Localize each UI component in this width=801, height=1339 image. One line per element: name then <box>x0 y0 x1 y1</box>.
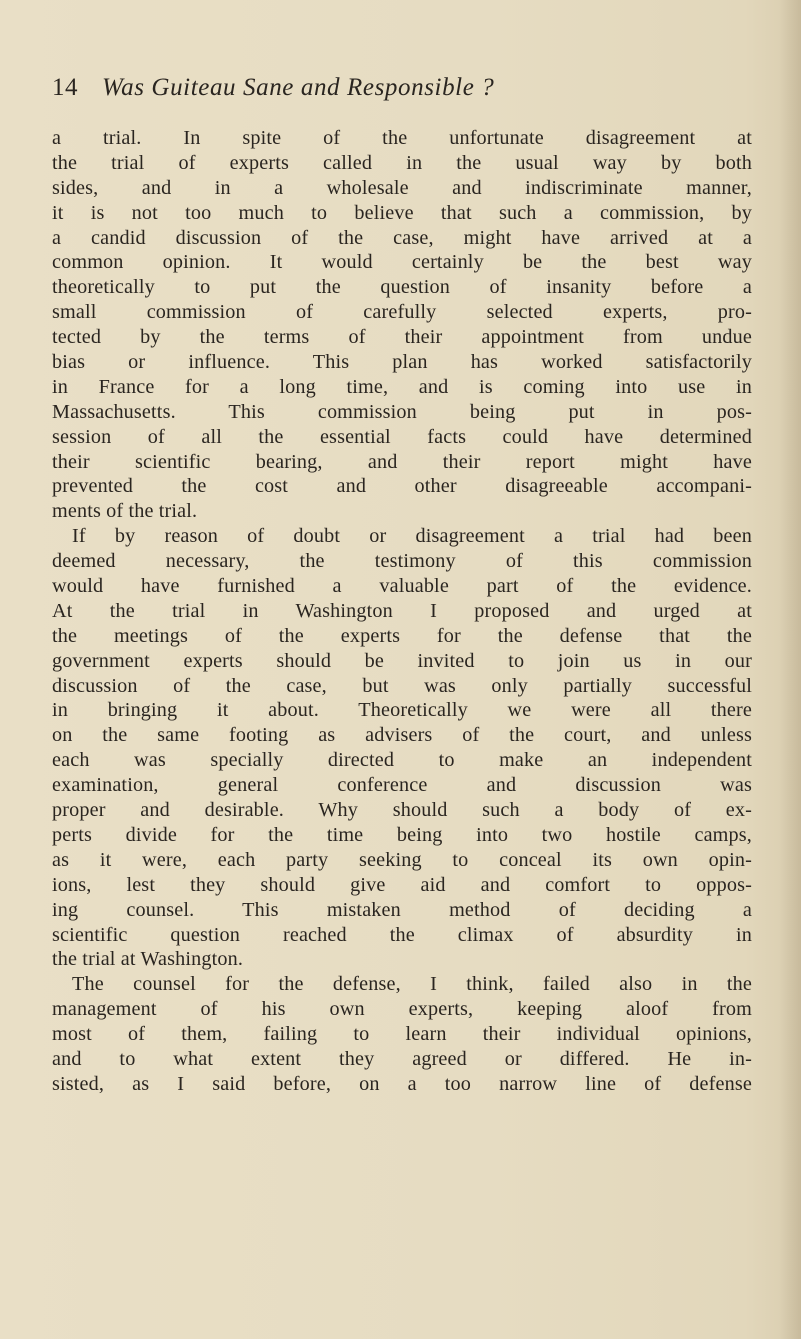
page-number: 14 <box>52 74 78 101</box>
text-line: small commission of carefully selected experts, pro- <box>52 301 752 324</box>
page-header <box>52 74 752 114</box>
text-line: a trial. In spite of the unfortunate disagreement at <box>52 127 752 149</box>
text-line: would have furnished a valuable part of the evidence. <box>52 575 752 598</box>
running-title: Was Guiteau Sane and Responsible ? <box>102 74 495 101</box>
text-line: sisted, as I said before, on a too narrow line of defense <box>52 1072 752 1095</box>
text-line: most of them, failing to learn their individual opinions, <box>52 1023 752 1046</box>
text-line: If by reason of doubt or disagreement a trial had been <box>72 525 752 548</box>
text-line: theoretically to put the question of insanity before a <box>52 276 752 299</box>
text-line: session of all the essential facts could have determined <box>52 425 752 448</box>
text-line: government experts should be invited to join us in our <box>52 649 752 672</box>
text-line: tected by the terms of their appointment from undue <box>52 326 752 349</box>
text-line: deemed necessary, the testimony of this commission <box>52 550 752 573</box>
text-line: sides, and in a wholesale and indiscriminate manner, <box>52 176 752 199</box>
text-line: discussion of the case, but was only partially successful <box>52 674 752 697</box>
text-line: a candid discussion of the case, might have arrived at a <box>52 226 752 249</box>
text-line: At the trial in Washington I proposed and urged at <box>52 599 752 622</box>
text-line: the trial at Washington. <box>52 948 244 971</box>
text-line: common opinion. It would certainly be the best way <box>52 251 752 274</box>
text-line: scientific question reached the climax of absurdity in <box>52 923 752 946</box>
text-line: in France for a long time, and is coming into use in <box>52 375 752 398</box>
text-line: on the same footing as advisers of the court, and unless <box>52 724 752 747</box>
text-line: it is not too much to believe that such a commission, by <box>52 201 752 224</box>
text-line: Massachusetts. This commission being put in pos- <box>52 400 752 423</box>
text-line: The counsel for the defense, I think, failed also in the <box>72 973 752 996</box>
text-line: their scientific bearing, and their report might have <box>52 450 752 473</box>
text-line: the meetings of the experts for the defense that the <box>52 624 752 647</box>
text-line: as it were, each party seeking to conceal its own opin- <box>52 848 752 871</box>
text-line: examination, general conference and discussion was <box>52 774 752 797</box>
text-line: prevented the cost and other disagreeable accompani- <box>52 475 752 498</box>
text-line: and to what extent they agreed or differed. He in- <box>52 1047 752 1070</box>
text-line: ments of the trial. <box>52 500 198 523</box>
text-line: in bringing it about. Theoretically we were all there <box>52 699 752 722</box>
text-line: proper and desirable. Why should such a body of ex- <box>52 799 752 822</box>
page-edge-shadow <box>779 0 801 1339</box>
text-line: ions, lest they should give aid and comfort to oppos- <box>52 873 752 896</box>
text-line: the trial of experts called in the usual way by both <box>52 151 752 174</box>
text-line: perts divide for the time being into two hostile camps, <box>52 823 752 846</box>
text-line: management of his own experts, keeping aloof from <box>52 998 752 1021</box>
text-line: bias or influence. This plan has worked satisfactorily <box>52 351 752 374</box>
text-line: ing counsel. This mistaken method of deciding a <box>52 898 752 921</box>
text-line: each was specially directed to make an independent <box>52 749 752 772</box>
body-text <box>52 126 752 1097</box>
